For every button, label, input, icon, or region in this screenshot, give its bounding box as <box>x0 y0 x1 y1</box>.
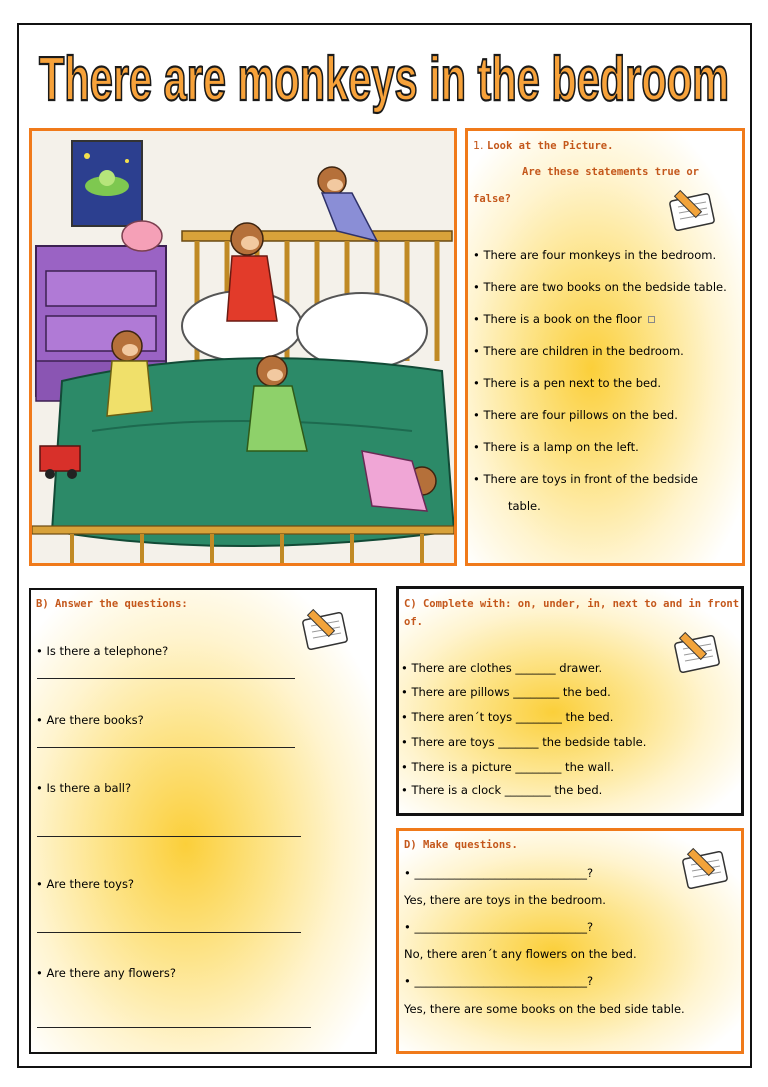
title-text: There are monkeys in the bedroom <box>39 45 729 114</box>
question-2: • Are there books? <box>36 713 144 727</box>
statement-8-continuation: table. <box>508 499 541 513</box>
checkbox-icon <box>648 316 655 323</box>
complete-item-3: • There aren´t toys ________ the bed. <box>401 710 614 724</box>
question-1: • Is there a telephone? <box>36 644 169 658</box>
notepad-pencil-icon <box>671 629 727 675</box>
statement-6: • There are four pillows on the bed. <box>473 408 678 422</box>
section-c-heading-1: C) Complete with: on, under, in, next to and in front <box>404 598 740 610</box>
section-number: 1. <box>473 139 484 152</box>
question-prompt-1[interactable]: • ______________________________? <box>404 866 594 880</box>
true-false-section <box>465 128 745 566</box>
question-prompt-3[interactable]: • ______________________________? <box>404 974 594 988</box>
section-b-heading: B) Answer the questions: <box>36 598 188 610</box>
statement-1: • There are four monkeys in the bedroom. <box>473 248 717 262</box>
make-questions-section <box>396 828 744 1054</box>
question-5: • Are there any flowers? <box>36 966 176 980</box>
answer-line-2[interactable] <box>37 747 295 748</box>
complete-prepositions-section <box>396 586 744 816</box>
notepad-pencil-icon <box>679 845 735 891</box>
section-d-heading: D) Make questions. <box>404 839 518 851</box>
question-prompt-2[interactable]: • ______________________________? <box>404 920 594 934</box>
section-a-instruction-2: false? <box>473 193 511 205</box>
section-c-heading-2: of. <box>404 616 423 628</box>
statement-7: • There is a lamp on the left. <box>473 440 639 454</box>
question-3: • Is there a ball? <box>36 781 132 795</box>
statement-3-text: • There is a book on the floor <box>473 312 642 326</box>
answer-line-3[interactable] <box>37 836 301 837</box>
statement-8: • There are toys in front of the bedside <box>473 472 698 486</box>
complete-item-2: • There are pillows ________ the bed. <box>401 685 611 699</box>
notepad-pencil-icon <box>666 187 722 233</box>
notepad-pencil-icon <box>299 606 355 652</box>
complete-item-1: • There are clothes _______ drawer. <box>401 661 603 675</box>
answer-line-4[interactable] <box>37 932 301 933</box>
bedroom-monkeys-picture <box>29 128 457 566</box>
answer-line-5[interactable] <box>37 1027 311 1028</box>
answer-1: Yes, there are toys in the bedroom. <box>404 893 606 907</box>
statement-2: • There are two books on the bedside table. <box>473 280 727 294</box>
statement-5: • There is a pen next to the bed. <box>473 376 662 390</box>
complete-item-5: • There is a picture ________ the wall. <box>401 760 615 774</box>
complete-item-6: • There is a clock ________ the bed. <box>401 783 603 797</box>
answer-3: Yes, there are some books on the bed side table. <box>404 1002 685 1016</box>
answer-2: No, there aren´t any flowers on the bed. <box>404 947 637 961</box>
answer-line-1[interactable] <box>37 678 295 679</box>
statement-3 <box>473 312 655 326</box>
worksheet-title <box>30 30 738 120</box>
complete-item-4: • There are toys _______ the bedside table. <box>401 735 647 749</box>
question-4: • Are there toys? <box>36 877 135 891</box>
section-a-instruction-1: Are these statements true or <box>522 166 700 178</box>
answer-questions-section <box>29 588 377 1054</box>
statement-4: • There are children in the bedroom. <box>473 344 684 358</box>
section-a-heading: Look at the Picture. <box>487 140 614 152</box>
